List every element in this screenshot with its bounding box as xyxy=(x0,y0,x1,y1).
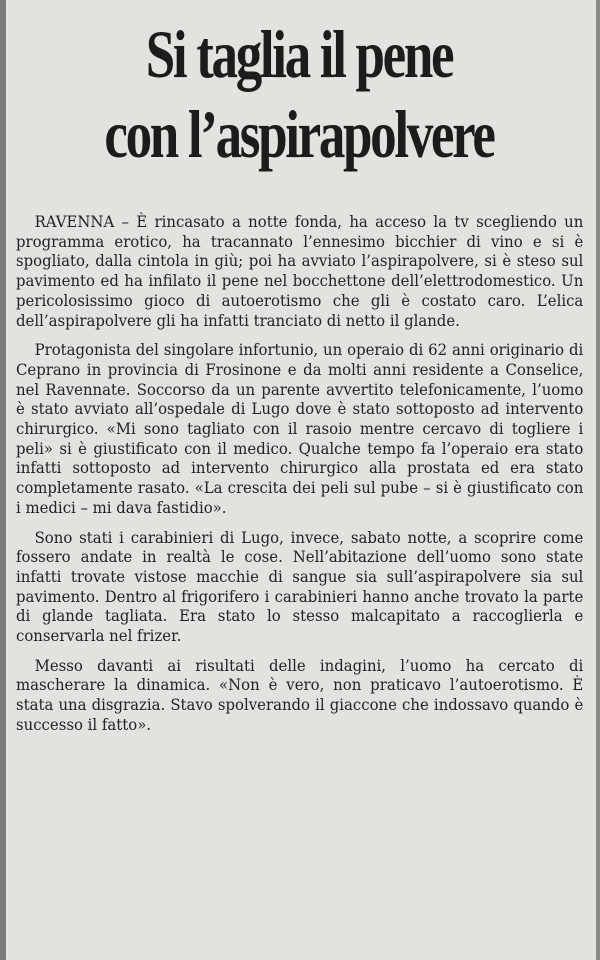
paragraph-2: Protagonista del singolare infortunio, un operaio di 62 anni originario di Ceprano in provincia di Frosinone e da molti anni residente a Conselice, nel Ravennate. Soccorso da un parente avvertito telefonicamente, l’uomo è stato avviato all’ospedale di Lugo dove è stato sottoposto ad intervento chirurgico. «Mi sono tagliato con il rasoio mentre cercavo di togliere i peli» si è giustificato con il medico. Qualche tempo fa l’operaio era stato infatti sottoposto ad intervento chirurgico alla prostata ed era stato completamente rasato. «La crescita dei peli sul pube – si è giustificato con i medici – mi dava fastidio». xyxy=(16,340,584,517)
headline-line-2: con l’aspirapolvere xyxy=(104,96,494,172)
paragraph-3: Sono stati i carabinieri di Lugo, invece, sabato notte, a scoprire come fossero andate in realtà le cose. Nell’abitazione dell’uomo sono state infatti trovate vistose macchie di sangue sia sull’aspirapolvere sia sul pavimento. Dentro al frigorifero i carabinieri hanno anche trovato la parte di glande tagliata. Era stato lo stesso malcapitato a raccoglierla e conservarla nel frizer. xyxy=(16,527,584,646)
headline-line-1: Si taglia il pene xyxy=(145,16,453,92)
scan-edge-right xyxy=(596,0,600,960)
headline xyxy=(24,14,575,174)
scan-edge-left xyxy=(0,0,6,960)
paragraph-1: RAVENNA – È rincasato a notte fonda, ha acceso la tv scegliendo un programma erotico, ha tracannato l’ennesimo bicchier di vino e si è spogliato, dalla cintola in giù; poi ha avviato l’aspirapolvere, si è steso sul pavimento ed ha infilato il pene nel bocchettone dell’elettrodomestico. Un pericolosissimo gioco di autoerotismo che gli è costato caro. L’elica dell’aspirapolvere gli ha infatti tranciato di netto il glande. xyxy=(16,212,584,330)
paragraph-4: Messo davanti ai risultati delle indagini, l’uomo ha cercato di mascherare la dinamica. «Non è vero, non praticavo l’autoerotismo. È stata una disgrazia. Stavo spolverando il giaccone che indossavo quando è successo il fatto». xyxy=(16,655,584,734)
article-body xyxy=(16,212,583,735)
